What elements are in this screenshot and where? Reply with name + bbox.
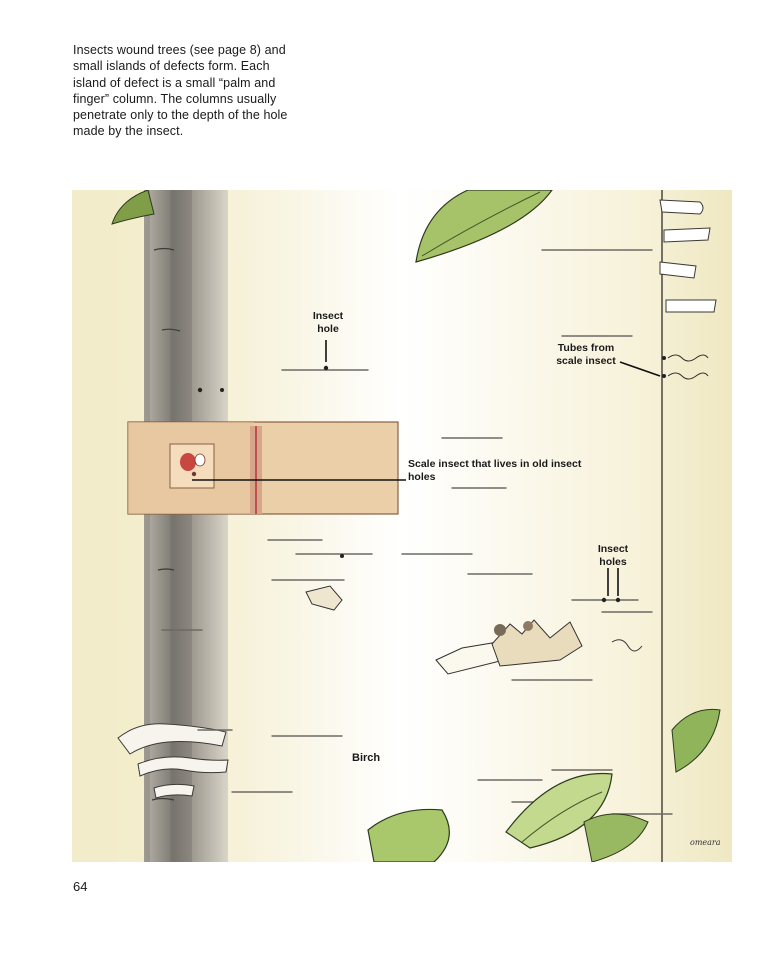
page-number: 64 <box>73 879 88 894</box>
right-birch-trunk <box>660 190 732 862</box>
cut-wood-section <box>128 422 398 514</box>
callout-tubes-line1: Tubes from <box>557 342 615 354</box>
callout-insect-holes-line2: holes <box>599 556 627 568</box>
birch-illustration <box>72 190 732 862</box>
callout-scale-insect-line1: Scale insect that lives in old insect <box>408 458 582 470</box>
callout-tubes-from-scale-insect <box>551 342 621 368</box>
callout-insect-hole <box>310 310 346 336</box>
callout-insect-hole-line2: hole <box>317 323 339 335</box>
callout-insect-hole-line1: Insect <box>312 310 344 322</box>
callout-insect-holes <box>593 543 633 569</box>
callout-scale-insect <box>408 458 638 484</box>
intro-paragraph: Insects wound trees (see page 8) and small islands of defects form. Each island of defect is a small “palm and finger” column. The columns usually penetrate only to the depth of the hole made by the insect. <box>73 43 288 139</box>
artist-signature: omeara <box>690 838 721 847</box>
callout-scale-insect-line2: holes <box>408 471 436 483</box>
callout-insect-holes-line1: Insect <box>597 543 629 555</box>
callout-tubes-line2: scale insect <box>556 355 616 367</box>
species-label: Birch <box>352 752 381 764</box>
